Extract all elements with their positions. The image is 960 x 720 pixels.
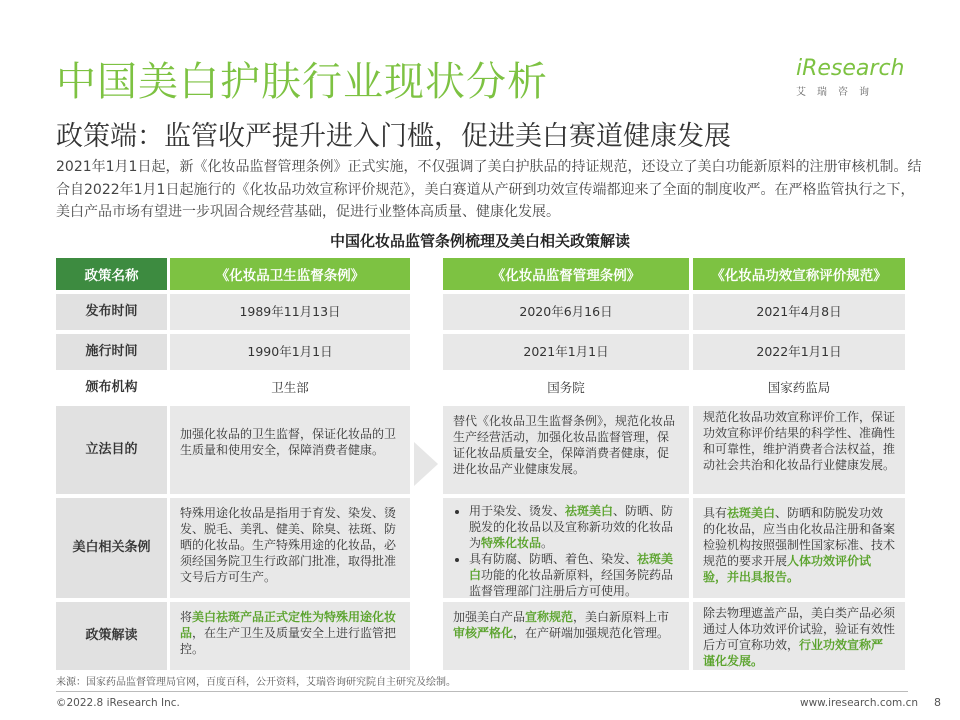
col-2-bullet-2 (469, 551, 681, 599)
col-2-b1-text-2: 、防晒、防脱发的化妆品以及宣称新功效的化妆品为 (469, 504, 674, 550)
chevron-right-icon (412, 440, 440, 488)
col-2-interp-highlight: 宣称规范 (525, 610, 574, 624)
website-url: www.iresearch.com.cn (800, 697, 919, 709)
iresearch-logo (796, 56, 908, 98)
col-2-interp-text: 加强美白产品 (453, 610, 526, 624)
col-2-purpose: 替代《化妆品卫生监督条例》，规范化妆品生产经营活动，加强化妆品监督管理，保证化妆品质量安全，保障消费者健康，促进化妆品产业健康发展。 (443, 406, 689, 494)
col-2-b1-text-3: 。 (541, 536, 554, 550)
col-3-w-highlight: 祛斑美白 (727, 506, 776, 520)
col-3-whitening (693, 498, 905, 598)
table-title: 中国化妆品监管条例梳理及美白相关政策解读 (329, 232, 630, 250)
header-col-1: 《化妆品卫生监督条例》 (170, 258, 410, 290)
col-1-issuer: 卫生部 (271, 380, 309, 395)
header-policy-name: 政策名称 (56, 258, 167, 290)
col-2-whitening (443, 498, 689, 598)
col-3-w-highlight-2: 人体功效评价试验，并出具报告。 (703, 554, 872, 584)
col-3-effective: 2022年1月1日 (693, 334, 905, 370)
header-col-2: 《化妆品监督管理条例》 (443, 258, 689, 290)
col-2-interpretation (443, 602, 689, 670)
col-1-effective: 1990年1月1日 (170, 334, 410, 370)
col-2-b1-highlight: 祛斑美白 (565, 504, 614, 518)
col-2-effective: 2021年1月1日 (443, 334, 689, 370)
label-legislative-purpose: 立法目的 (56, 406, 167, 494)
col-2-publish: 2020年6月16日 (443, 294, 689, 330)
col-3-interp-text: 除去物理遮盖产品，美白类产品必须通过人体功效评价试验，验证有效性后方可宣称功效， (703, 606, 896, 652)
copyright: ©2022.8 iResearch Inc. (56, 697, 180, 709)
label-issuer: 颁布机构 (85, 380, 138, 395)
col-3-interpretation (693, 602, 905, 670)
footer-divider (56, 691, 908, 692)
header-col-3: 《化妆品功效宣称评价规范》 (693, 258, 905, 290)
col-2-b1-highlight-2: 特殊化妆品 (481, 536, 542, 550)
col-3-issuer: 国家药监局 (767, 380, 831, 395)
source-note: 来源：国家药品监督管理局官网，百度百科，公开资料，艾瑞咨询研究院自主研究及绘制。 (56, 677, 456, 688)
col-2-bullet-1 (469, 503, 681, 551)
col-1-interp-highlight: 美白祛斑产品正式定性为特殊用途化妆品 (180, 610, 397, 640)
col-3-interp-highlight: 行业功效宣称严谨化发展。 (703, 638, 884, 668)
intro-paragraph: 2021年1月1日起，新《化妆品监督管理条例》正式实施，不仅强调了美白护肤品的持证规范，还设立了美白功能新原料的注册审核机制。结合自2022年1月1日起施行的《化妆品功效宣称评价规范》，美白赛道从产研到功效宣传端都迎来了全面的制度收严。在严格监管执行之下，美白产品市场有望进一步巩固合规经营基础，促进行业整体高质量、健康化发展。 (56, 159, 922, 220)
col-1-interp-text: 将 (180, 610, 193, 624)
label-whitening-clauses: 美白相关条例 (56, 498, 167, 598)
col-2-interp-text-3: ，在产研端加强规范化管理。 (513, 626, 670, 640)
col-1-publish: 1989年11月13日 (170, 294, 410, 330)
page-number: 8 (934, 696, 941, 709)
label-policy-interpretation: 政策解读 (56, 602, 167, 670)
col-2-interp-highlight-2: 审核严格化 (453, 626, 514, 640)
col-2-issuer: 国务院 (547, 380, 585, 395)
col-1-interpretation (170, 602, 410, 670)
col-3-w-text: 具有 (703, 506, 728, 520)
col-1-purpose: 加强化妆品的卫生监督，保证化妆品的卫生质量和使用安全，保障消费者健康。 (170, 406, 410, 494)
page-subtitle: 政策端：监管收严提升进入门槛，促进美白赛道健康发展 (56, 121, 731, 152)
logo-subtitle: 艾瑞咨询 (796, 87, 880, 98)
label-effective-time: 施行时间 (56, 334, 167, 370)
col-2-b2-text-2: 功能的化妆品新原料，经国务院药品监督管理部门注册后方可使用。 (469, 568, 674, 598)
col-2-b1-text: 用于染发、烫发、 (469, 504, 566, 518)
col-1-interp-text-2: ，在生产卫生及质量安全上进行监管把控。 (180, 626, 397, 656)
label-publish-time: 发布时间 (56, 294, 167, 330)
col-3-publish: 2021年4月8日 (693, 294, 905, 330)
col-2-interp-text-2: ，美白新原料上市 (573, 610, 670, 624)
col-3-purpose: 规范化妆品功效宣称评价工作，保证功效宣称评价结果的科学性、准确性和可靠性，维护消费者合法权益，推动社会共治和化妆品行业健康发展。 (693, 406, 905, 494)
page-title: 中国美白护肤行业现状分析 (56, 59, 548, 105)
col-1-whitening: 特殊用途化妆品是指用于育发、染发、烫发、脱毛、美乳、健美、除臭、祛斑、防晒的化妆品。生产特殊用途的化妆品，必须经国务院卫生行政部门批准，取得批准文号后方可生产。 (170, 498, 410, 598)
col-2-b2-text: 具有防腐、防晒、着色、染发、 (469, 552, 638, 566)
col-2-b2-highlight: 祛斑美白 (469, 552, 674, 582)
col-3-w-text-2: 、防晒和防脱发功效的化妆品，应当由化妆品注册和备案检验机构按照强制性国家标准、技术规范的要求开展 (703, 506, 896, 568)
logo-word: iResearch (796, 56, 905, 81)
